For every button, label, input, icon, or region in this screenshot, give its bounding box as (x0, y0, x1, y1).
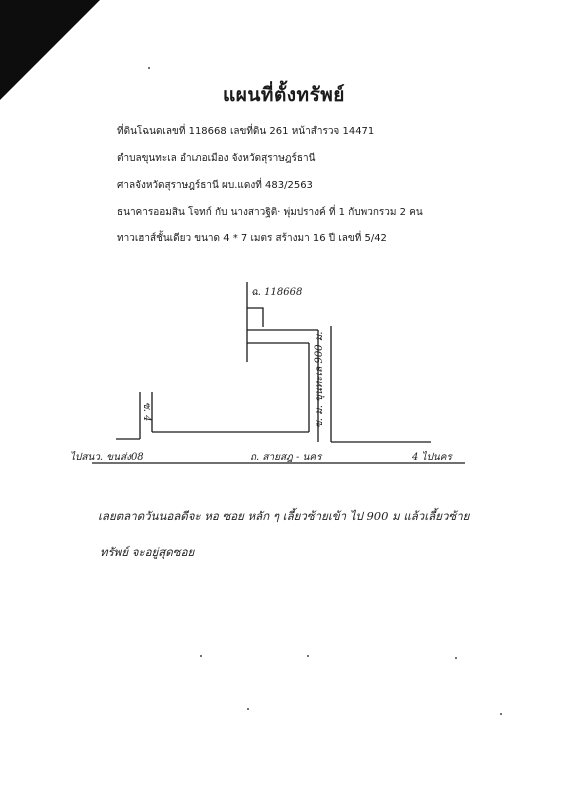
directions-note-line1: เลยตลาดวันนอลดีจะ หอ ซอย หลัก ๆ เลี้ยวซ้ายเข้า ไป 900 ม แล้วเลี้ยวซ้าย (98, 509, 470, 523)
parties-info: ธนาคารออมสิน โจทก์ กับ นางสาวฐิติ· พุ่มปรางค์ ที่ 1 กับพวกรวม 2 คน (117, 207, 423, 218)
side-soi-label: ซ. 4 (141, 402, 152, 422)
parcel-box (247, 308, 263, 327)
directions-note-line2: ทรัพย์ จะอยู่สุดซอย (100, 545, 195, 559)
scan-speck (307, 655, 309, 657)
building-info: ทาวเฮาส์ชั้นเดียว ขนาด 4 * 7 เมตร สร้างมา 16 ปี เลขที่ 5/42 (117, 233, 387, 244)
document-title: แผนที่ตั้งทรัพย์ (223, 84, 345, 106)
scan-speck (455, 657, 457, 659)
scan-speck (500, 713, 502, 715)
main-soi-label: ซ. ม. ขุนทะเล 900 ม. (314, 331, 325, 428)
location-info: ตำบลขุนทะเล อำเภอเมือง จังหวัดสุราษฎร์ธานี (117, 153, 316, 164)
court-info: ศาลจังหวัดสุราษฎร์ธานี ผบ.แดงที่ 483/2563 (117, 180, 313, 191)
scan-speck (200, 655, 202, 657)
parcel-label: ฉ. 118668 (251, 287, 303, 298)
scan-speck (247, 708, 249, 710)
left-road-label: ไปสนว. ขนส่ง08 (70, 452, 144, 463)
main-road-label: ถ. สายสฎ - นคร (250, 452, 322, 463)
scan-speck (148, 67, 150, 69)
right-road-label: 4 ไปนคร (412, 452, 452, 463)
deed-info: ที่ดินโฉนดเลขที่ 118668 เลขที่ดิน 261 หน้าสำรวจ 14471 (117, 126, 375, 137)
